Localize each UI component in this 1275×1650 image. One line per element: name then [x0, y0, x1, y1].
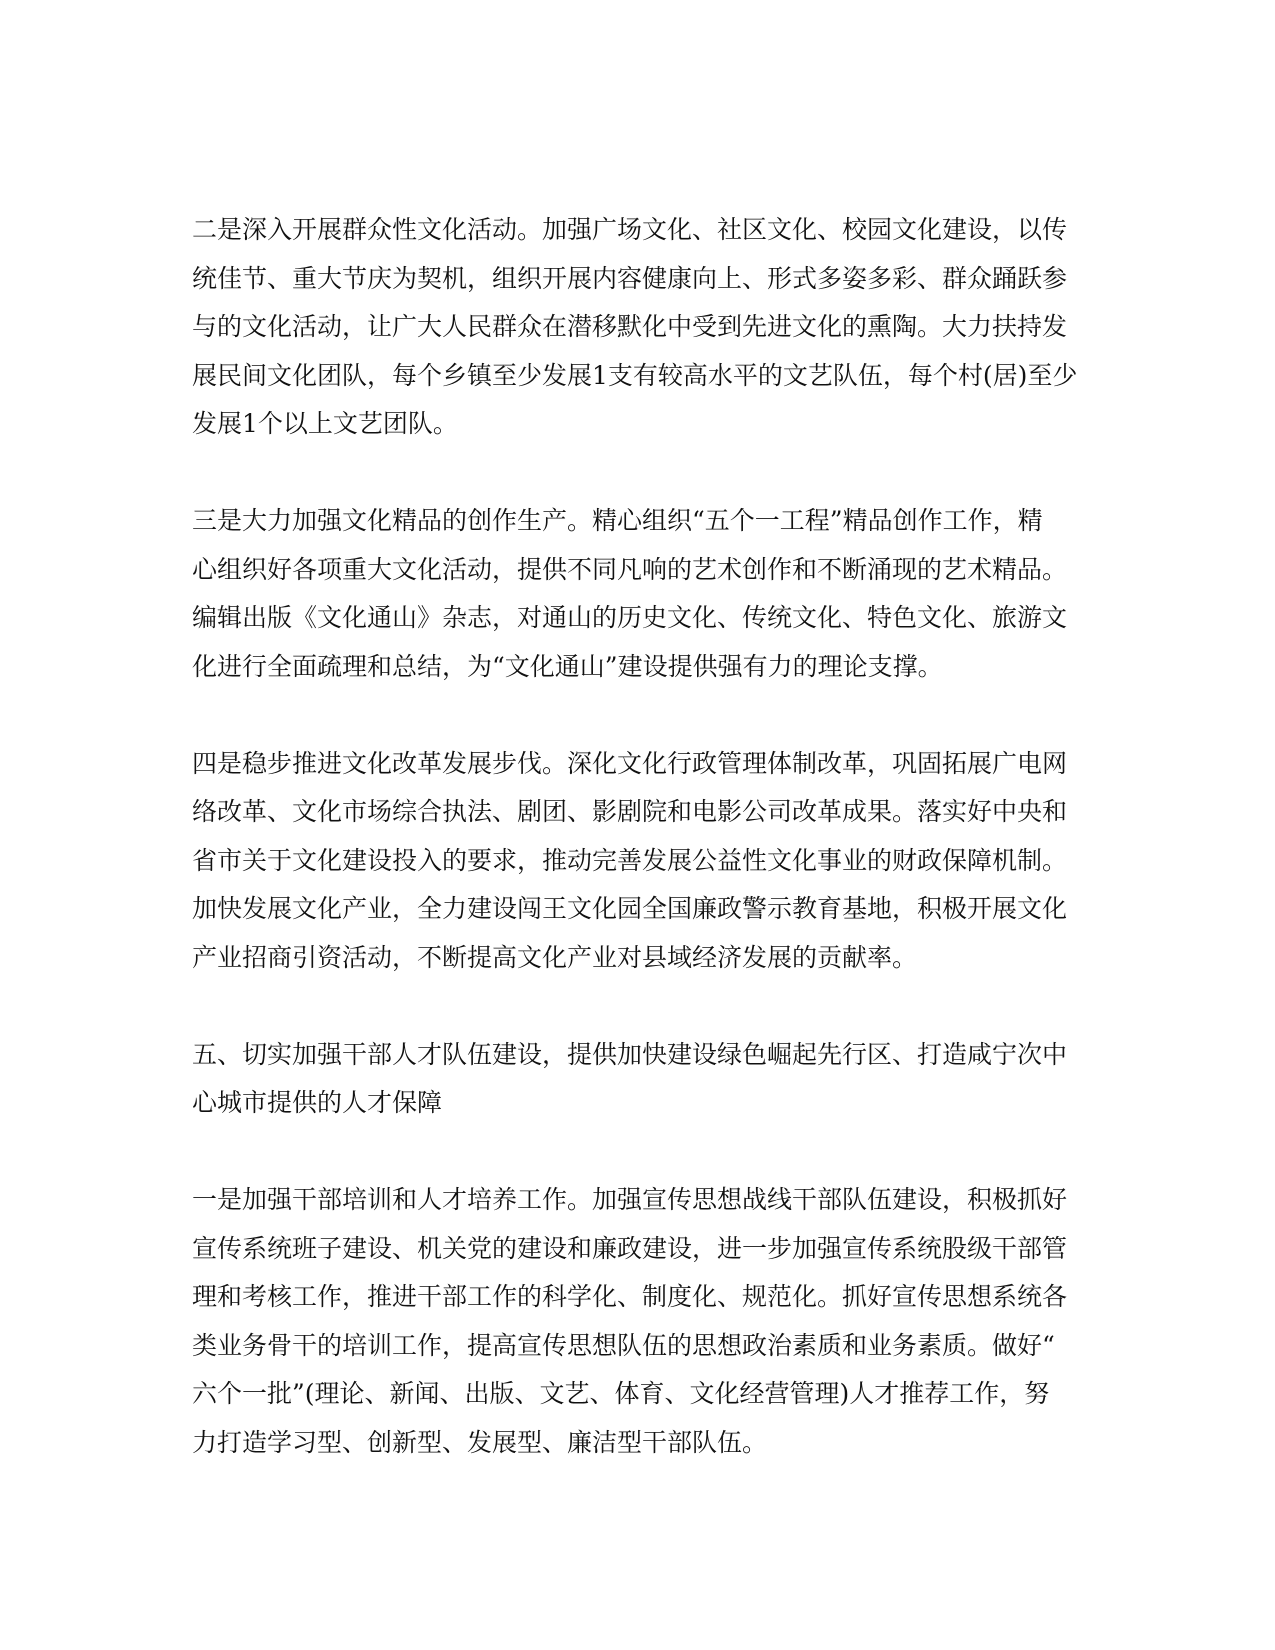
text-line: 类业务骨干的培训工作，提高宣传思想队伍的思想政治素质和业务素质。做好“ — [192, 1330, 1055, 1360]
paragraph-cadre-training — [192, 1176, 1080, 1467]
text-line: 二是深入开展群众性文化活动。加强广场文化、社区文化、校园文化建设，以传 — [192, 215, 1068, 244]
text-line: 发展1个以上文艺团队。 — [192, 409, 458, 438]
text-line: 化进行全面疏理和总结，为“文化通山”建设提供强有力的理论支撑。 — [192, 651, 943, 681]
text-line: 编辑出版《文化通山》杂志，对通山的历史文化、传统文化、特色文化、旅游文 — [192, 603, 1068, 632]
text-line: 六个一批”(理论、新闻、出版、文艺、体育、文化经营管理)人才推荐工作，努 — [192, 1379, 1050, 1408]
text-line: 一是加强干部培训和人才培养工作。加强宣传思想战线干部队伍建设，积极抓好 — [192, 1185, 1068, 1214]
text-line: 与的文化活动，让广大人民群众在潜移默化中受到先进文化的熏陶。大力扶持发 — [192, 312, 1068, 341]
text-line: 络改革、文化市场综合执法、剧团、影剧院和电影公司改革成果。落实好中央和 — [192, 797, 1068, 826]
text-line: 宣传系统班子建设、机关党的建设和廉政建设，进一步加强宣传系统股级干部管 — [192, 1233, 1068, 1263]
section-heading-talent-team — [192, 1031, 1080, 1128]
text-line: 四是稳步推进文化改革发展步伐。深化文化行政管理体制改革，巩固拓展广电网 — [192, 748, 1068, 778]
text-line: 三是大力加强文化精品的创作生产。精心组织“五个一工程”精品创作工作，精 — [192, 506, 1043, 535]
text-line: 五、切实加强干部人才队伍建设，提供加快建设绿色崛起先行区、打造咸宁次中 — [192, 1039, 1068, 1069]
paragraph-cultural-activities — [192, 206, 1080, 449]
document-body — [192, 206, 1080, 1516]
text-line: 心组织好各项重大文化活动，提供不同凡响的艺术创作和不断涌现的艺术精品。 — [192, 554, 1068, 584]
text-line: 理和考核工作，推进干部工作的科学化、制度化、规范化。抓好宣传思想系统各 — [192, 1282, 1068, 1311]
paragraph-cultural-reform — [192, 740, 1080, 983]
text-line: 心城市提供的人才保障 — [192, 1088, 443, 1117]
paragraph-cultural-works — [192, 497, 1080, 691]
text-line: 产业招商引资活动，不断提高文化产业对县域经济发展的贡献率。 — [192, 942, 918, 972]
text-line: 省市关于文化建设投入的要求，推动完善发展公益性文化事业的财政保障机制。 — [192, 845, 1068, 875]
text-line: 统佳节、重大节庆为契机，组织开展内容健康向上、形式多姿多彩、群众踊跃参 — [192, 263, 1068, 293]
text-line: 力打造学习型、创新型、发展型、廉洁型干部队伍。 — [192, 1427, 768, 1457]
text-line: 加快发展文化产业，全力建设闯王文化园全国廉政警示教育基地，积极开展文化 — [192, 894, 1068, 923]
text-line: 展民间文化团队，每个乡镇至少发展1支有较高水平的文艺队伍，每个村(居)至少 — [192, 360, 1078, 390]
